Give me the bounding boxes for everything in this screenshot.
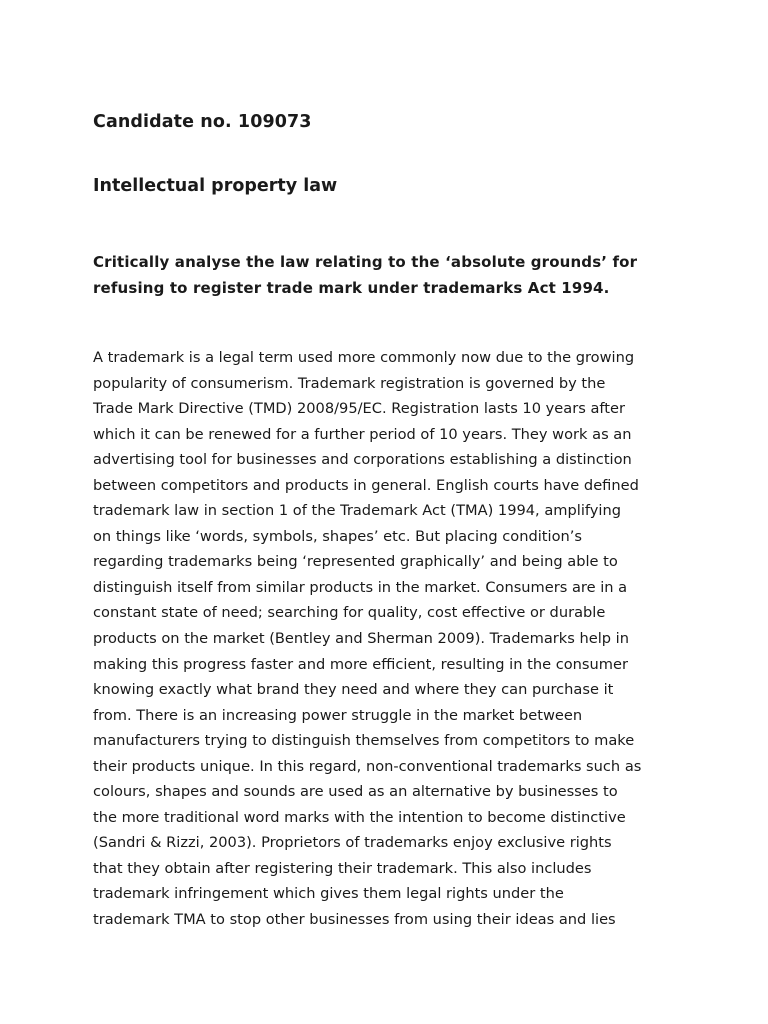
- body-line: trademark TMA to stop other businesses from using their ideas and lies: [93, 911, 616, 929]
- body-line: which it can be renewed for a further period of 10 years. They work as an: [93, 425, 632, 443]
- body-line: that they obtain after registering their trademark. This also includes: [93, 859, 592, 877]
- body-line: regarding trademarks being ‘represented graphically’ and being able to: [93, 553, 618, 571]
- body-line: the more traditional word marks with the intention to become distinctive: [93, 808, 626, 826]
- body-line: distinguish itself from similar products in the market. Consumers are in a: [93, 578, 628, 596]
- body-line: their products unique. In this regard, non-conventional trademarks such as: [93, 757, 642, 775]
- body-line: manufacturers trying to distinguish themselves from competitors to make: [93, 732, 635, 750]
- body-line: colours, shapes and sounds are used as an alternative by businesses to: [93, 783, 618, 801]
- course-title: Intellectual property law: [93, 176, 338, 196]
- body-line: (Sandri & Rizzi, 2003). Proprietors of trademarks enjoy exclusive rights: [93, 834, 612, 852]
- body-line: between competitors and products in general. English courts have defined: [93, 476, 639, 494]
- question-line: refusing to register trade mark under trademarks Act 1994.: [93, 279, 610, 297]
- body-line: popularity of consumerism. Trademark registration is governed by the: [93, 374, 606, 392]
- essay-question: [93, 249, 693, 301]
- candidate-number: Candidate no. 109073: [93, 112, 312, 132]
- body-line: advertising tool for businesses and corporations establishing a distinction: [93, 451, 632, 469]
- question-line: Critically analyse the law relating to the ‘absolute grounds’ for: [93, 253, 638, 271]
- body-line: trademark law in section 1 of the Trademark Act (TMA) 1994, amplifying: [93, 502, 621, 520]
- essay-body: [93, 345, 693, 933]
- body-line: Trade Mark Directive (TMD) 2008/95/EC. Registration lasts 10 years after: [93, 400, 625, 418]
- body-line: constant state of need; searching for quality, cost effective or durable: [93, 604, 606, 622]
- body-line: making this progress faster and more efficient, resulting in the consumer: [93, 655, 628, 673]
- body-line: A trademark is a legal term used more commonly now due to the growing: [93, 349, 635, 366]
- body-line: products on the market (Bentley and Sherman 2009). Trademarks help in: [93, 630, 629, 648]
- body-line: knowing exactly what brand they need and where they can purchase it: [93, 681, 614, 699]
- body-line: trademark infringement which gives them legal rights under the: [93, 885, 564, 903]
- body-line: on things like ‘words, symbols, shapes’ etc. But placing condition’s: [93, 527, 582, 545]
- body-line: from. There is an increasing power struggle in the market between: [93, 706, 583, 724]
